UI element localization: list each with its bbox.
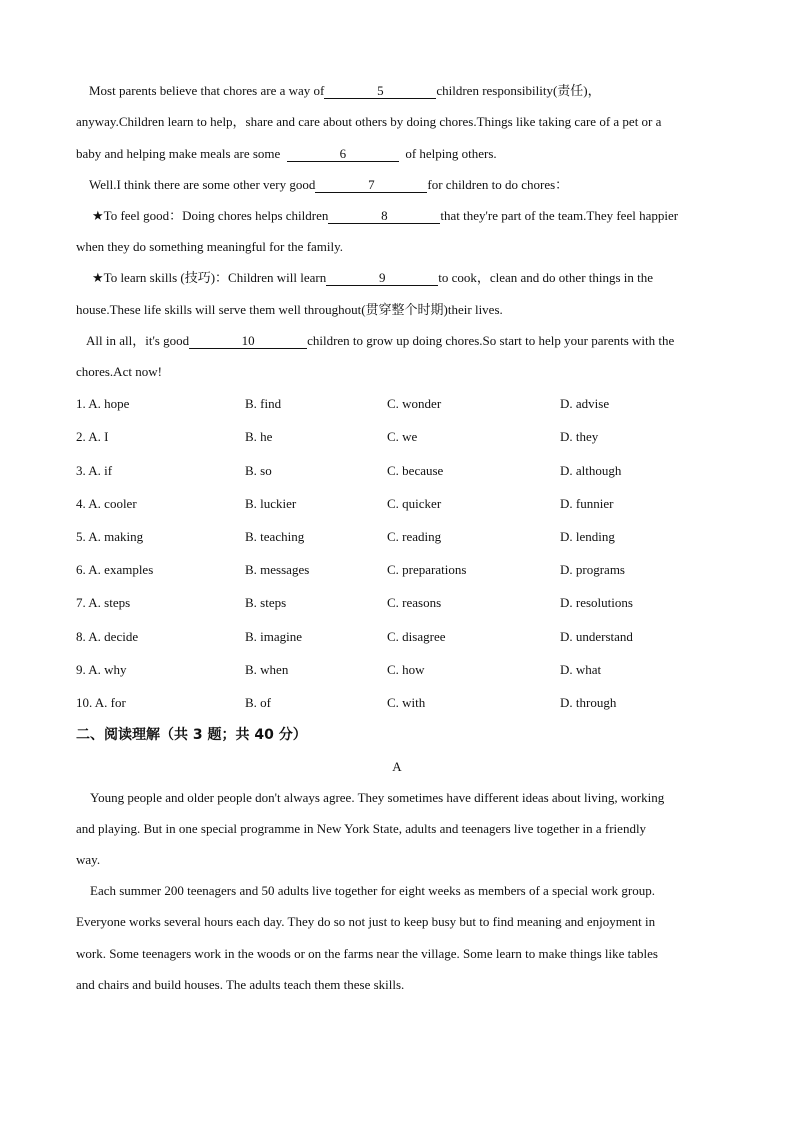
cloze-text: All in all，it's good <box>86 333 190 348</box>
blank-7: 7 <box>315 177 427 193</box>
cloze-line-10: chores.Act now! <box>76 364 162 379</box>
cloze-line-5 <box>92 207 742 225</box>
passage-line: work. Some teenagers work in the woods or on the farms near the village. Some learn to make things like tables <box>76 946 658 961</box>
option-a: 2. A. I <box>76 429 109 444</box>
section-title: 二、阅读理解（共 3 题；共 40 分） <box>76 727 307 743</box>
option-d: D. understand <box>560 629 633 644</box>
option-c: C. disagree <box>387 629 446 644</box>
cloze-text: children responsibility(责任)， <box>436 83 601 98</box>
star-icon: ★ <box>92 270 104 285</box>
cloze-text: to cook，clean and do other things in the <box>438 270 654 285</box>
blank-10: 10 <box>189 333 307 349</box>
option-a: 8. A. decide <box>76 629 139 644</box>
option-a: 7. A. steps <box>76 595 131 610</box>
blank-5: 5 <box>324 83 436 99</box>
cloze-line-3 <box>76 145 726 163</box>
option-c: C. we <box>387 429 418 444</box>
cloze-text: To feel good：Doing chores helps children <box>103 208 329 223</box>
option-c: C. reasons <box>387 595 442 610</box>
cloze-line-1 <box>89 82 739 100</box>
option-d: D. lending <box>560 529 615 544</box>
passage-line: and chairs and build houses. The adults teach them these skills. <box>76 977 405 992</box>
option-b: B. luckier <box>245 496 297 511</box>
cloze-text: To learn skills (技巧)：Children will learn <box>103 270 327 285</box>
option-b: B. of <box>245 695 271 710</box>
option-c: C. quicker <box>387 496 442 511</box>
cloze-text: baby and helping make meals are some <box>76 146 281 161</box>
option-a: 4. A. cooler <box>76 496 137 511</box>
option-c: C. how <box>387 662 425 677</box>
option-c: C. reading <box>387 529 442 544</box>
cloze-line-2: anyway.Children learn to help，share and care about others by doing chores.Things like taking care of a pet or a <box>76 114 662 129</box>
option-b: B. messages <box>245 562 310 577</box>
cloze-line-7 <box>92 269 742 287</box>
cloze-text: of helping others. <box>405 146 497 161</box>
blank-9: 9 <box>326 270 438 286</box>
option-c: C. wonder <box>387 396 442 411</box>
passage-label: A <box>392 759 402 774</box>
option-b: B. find <box>245 396 282 411</box>
cloze-text: for children to do chores： <box>427 177 569 192</box>
option-b: B. he <box>245 429 273 444</box>
cloze-text: Most parents believe that chores are a way of <box>89 83 325 98</box>
option-a: 5. A. making <box>76 529 144 544</box>
passage-line: way. <box>76 852 101 867</box>
cloze-text: children to grow up doing chores.So start to help your parents with the <box>307 333 675 348</box>
passage-line: and playing. But in one special programme in New York State, adults and teenagers live together in a friendly <box>76 821 647 836</box>
cloze-text: that they're part of the team.They feel happier <box>440 208 679 223</box>
blank-8: 8 <box>328 208 440 224</box>
option-a: 1. A. hope <box>76 396 130 411</box>
option-c: C. preparations <box>387 562 467 577</box>
option-c: C. with <box>387 695 426 710</box>
cloze-line-8: house.These life skills will serve them well throughout(贯穿整个时期)their lives. <box>76 302 503 317</box>
option-d: D. funnier <box>560 496 614 511</box>
option-d: D. they <box>560 429 599 444</box>
option-a: 3. A. if <box>76 463 113 478</box>
passage-line: Everyone works several hours each day. They do so not just to keep busy but to find meaning and enjoyment in <box>76 914 656 929</box>
star-icon: ★ <box>92 208 104 223</box>
option-d: D. resolutions <box>560 595 633 610</box>
option-a: 6. A. examples <box>76 562 154 577</box>
option-b: B. so <box>245 463 272 478</box>
option-c: C. because <box>387 463 444 478</box>
cloze-line-4 <box>89 176 739 194</box>
cloze-line-9 <box>86 332 736 350</box>
cloze-line-6: when they do something meaningful for the family. <box>76 239 344 254</box>
option-d: D. advise <box>560 396 610 411</box>
blank-6: 6 <box>287 146 399 162</box>
option-b: B. steps <box>245 595 287 610</box>
cloze-text: Well.I think there are some other very good <box>89 177 316 192</box>
option-b: B. imagine <box>245 629 303 644</box>
passage-line: Each summer 200 teenagers and 50 adults live together for eight weeks as members of a special work group. <box>90 883 655 898</box>
option-d: D. what <box>560 662 602 677</box>
option-b: B. when <box>245 662 289 677</box>
passage-line: Young people and older people don't always agree. They sometimes have different ideas about living, working <box>90 790 665 805</box>
option-a: 9. A. why <box>76 662 127 677</box>
option-b: B. teaching <box>245 529 305 544</box>
option-a: 10. A. for <box>76 695 126 710</box>
option-d: D. although <box>560 463 622 478</box>
option-d: D. programs <box>560 562 625 577</box>
option-d: D. through <box>560 695 617 710</box>
